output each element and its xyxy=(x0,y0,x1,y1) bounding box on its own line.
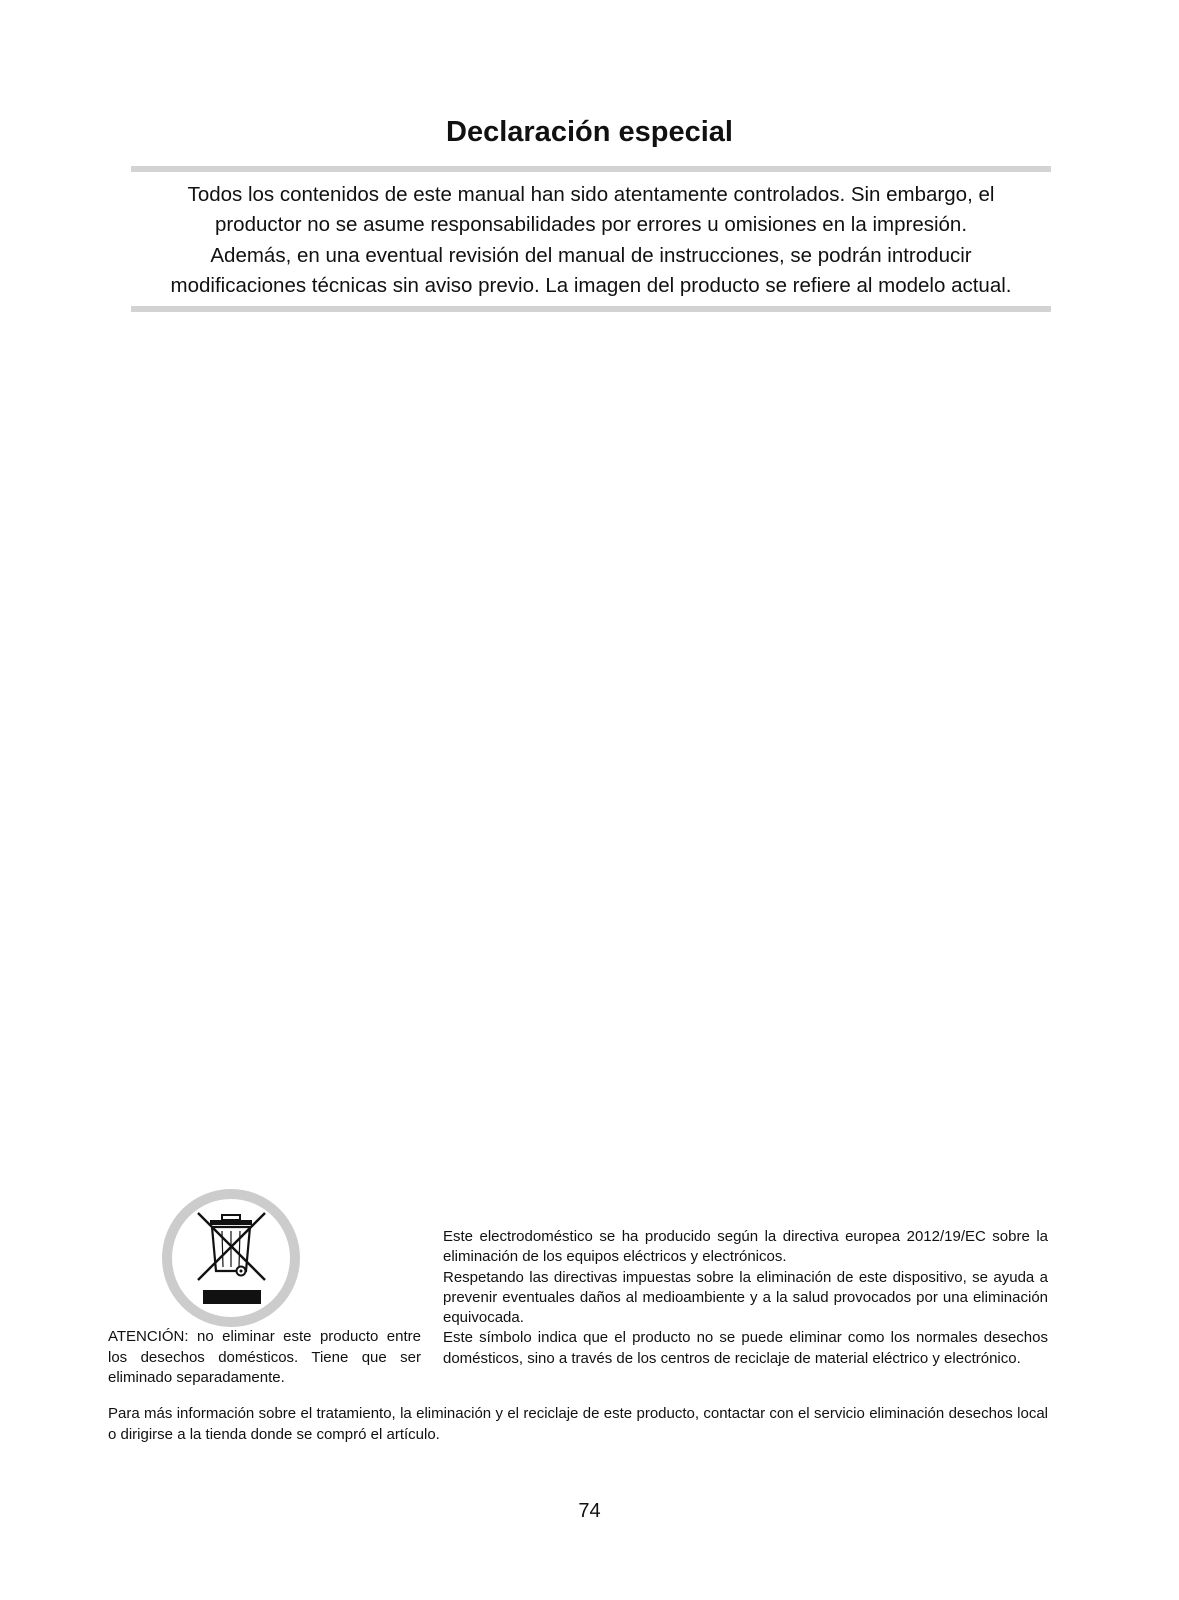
more-info-paragraph: Para más información sobre el tratamiento, la eliminación y el reciclaje de este producto, contactar con el servicio eliminación desechos local o dirigirse a la tienda donde se compró el artículo. xyxy=(108,1405,1048,1443)
intro-line: productor no se asume responsabilidades por errores u omisiones en la impresión. xyxy=(214,213,968,237)
attention-note: ATENCIÓN: no eliminar este producto entre los desechos domésticos. Tiene que ser eliminado separadamente. xyxy=(108,1328,421,1386)
intro-line: Además, en una eventual revisión del manual de instrucciones, se podrán introducir xyxy=(210,243,972,267)
crossed-out-wheelie-bin-icon xyxy=(160,1187,302,1329)
page-title: Declaración especial xyxy=(446,116,733,148)
top-divider xyxy=(131,166,1051,172)
page-number: 74 xyxy=(578,1500,601,1522)
intro-line: modificaciones técnicas sin aviso previo. La imagen del producto se refiere al modelo actual. xyxy=(170,273,1012,297)
directive-paragraph: Este electrodoméstico se ha producido según la directiva europea 2012/19/EC sobre la eliminación de los equipos eléctricos y electrónicos. xyxy=(443,1228,1048,1266)
weee-directive-text xyxy=(443,1227,1048,1369)
directive-paragraph: Este símbolo indica que el producto no se puede eliminar como los normales desechos domésticos, sino a través de los centros de reciclaje de material eléctrico y electrónico. xyxy=(443,1329,1048,1367)
intro-line: Todos los contenidos de este manual han sido atentamente controlados. Sin embargo, el xyxy=(187,183,995,206)
bottom-divider xyxy=(131,306,1051,312)
intro-paragraph xyxy=(131,180,1051,301)
directive-paragraph: Respetando las directivas impuestas sobre la eliminación de este dispositivo, se ayuda a prevenir eventuales daños al medioambiente y a la salud provocados por una eliminación equivocada. xyxy=(443,1268,1048,1327)
